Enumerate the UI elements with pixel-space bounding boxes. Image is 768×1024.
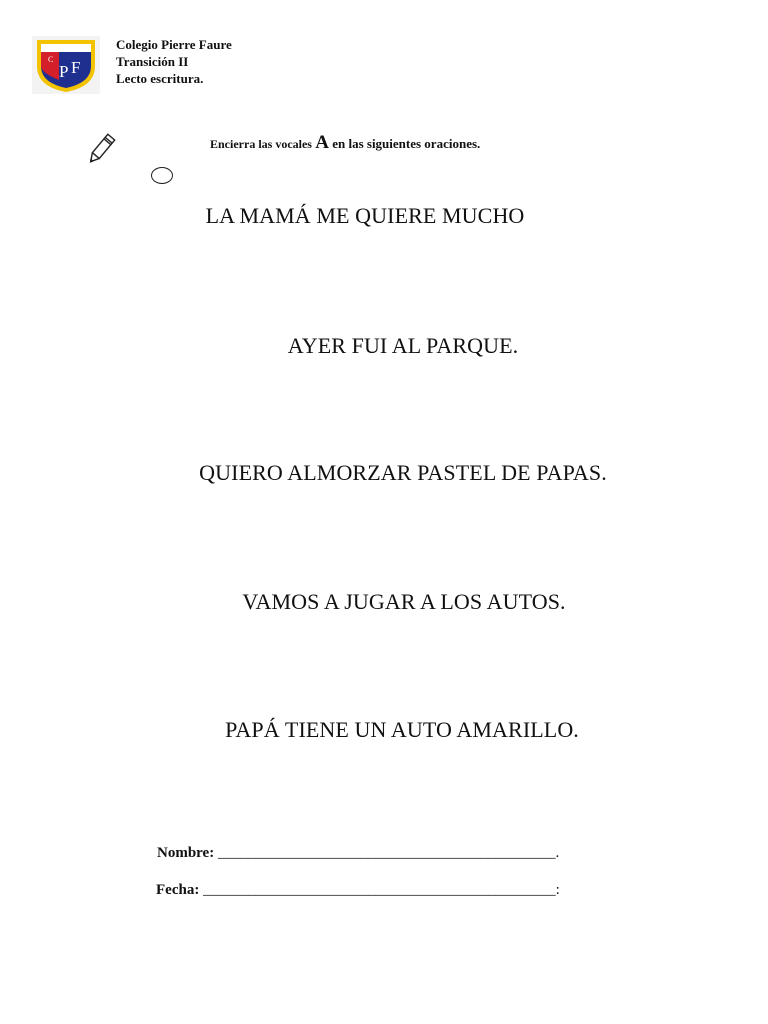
school-name: Colegio Pierre Faure xyxy=(116,37,232,52)
school-header xyxy=(116,36,232,87)
sentence-3: QUIERO ALMORZAR PASTEL DE PAPAS. xyxy=(199,460,607,485)
school-crest-logo xyxy=(32,36,100,94)
sentence-2: AYER FUI AL PARQUE. xyxy=(287,333,519,358)
instruction-vowel: A xyxy=(315,132,329,153)
date-label: Fecha: xyxy=(156,882,200,898)
crest-letter-c: C xyxy=(48,55,54,64)
school-level: Transición II xyxy=(116,54,189,69)
crest-letter-p: P xyxy=(59,62,69,81)
pencil-icon xyxy=(84,130,120,168)
sentence-4: VAMOS A JUGAR A LOS AUTOS. xyxy=(242,589,566,614)
subject-name: Lecto escritura. xyxy=(116,71,204,86)
instruction-text xyxy=(210,132,480,154)
sentence-1: LA MAMÁ ME QUIERE MUCHO xyxy=(205,203,525,228)
circle-example-icon xyxy=(151,167,173,184)
sentence-5: PAPÁ TIENE UN AUTO AMARILLO. xyxy=(225,717,579,742)
instruction-suffix: en las siguientes oraciones. xyxy=(332,136,481,151)
name-field[interactable] xyxy=(157,845,559,862)
name-label: Nombre: xyxy=(157,845,215,861)
crest-letter-f: F xyxy=(71,58,81,77)
name-blank-line[interactable]: _____________________________________________. xyxy=(217,845,560,861)
date-field[interactable] xyxy=(156,882,560,899)
instruction-prefix: Encierra las vocales xyxy=(210,137,312,151)
date-blank-line[interactable]: _______________________________________________: xyxy=(203,882,560,898)
